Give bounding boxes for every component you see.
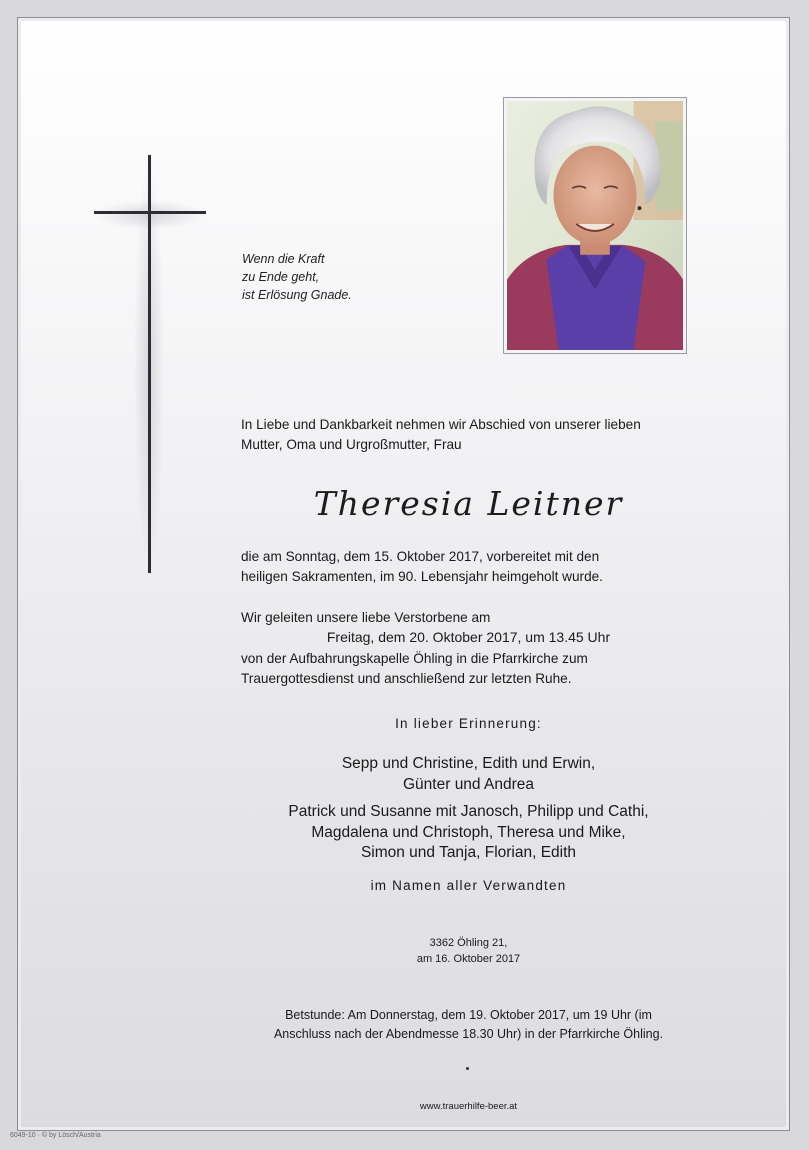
intro-line: Mutter, Oma und Urgroßmutter, Frau: [241, 436, 462, 452]
address-line: 3362 Öhling 21,: [429, 937, 508, 949]
memory-heading: In lieber Erinnerung:: [395, 716, 542, 731]
deceased-name: Theresia Leitner: [313, 484, 624, 523]
separator-dot: [466, 1067, 469, 1070]
funeral-date: Freitag, dem 20. Oktober 2017, um 13.45 Uhr: [326, 629, 611, 645]
rosary-line: Anschluss nach der Abendmesse 18.30 Uhr) in der Pfarrkirche Öhling.: [273, 1027, 664, 1041]
death-notice: [241, 547, 696, 586]
intro-line: In Liebe und Dankbarkeit nehmen wir Abschied von unserer lieben: [241, 417, 641, 432]
quote-line: ist Erlösung Gnade.: [242, 288, 352, 302]
portrait-photo: [507, 101, 683, 350]
obituary-card: [17, 17, 790, 1131]
rosary-line: Betstunde: Am Donnerstag, dem 19. Oktober 2017, um 19 Uhr (im: [285, 1008, 652, 1022]
death-line: die am Sonntag, dem 15. Oktober 2017, vorbereitet mit den: [241, 549, 600, 564]
rosary-notice: [241, 1006, 696, 1044]
funeral-line: von der Aufbahrungskapelle Öhling in die Pfarrkirche zum: [241, 651, 588, 666]
funeral-intro: Wir geleiten unsere liebe Verstorbene am: [241, 610, 491, 625]
quote: [242, 250, 352, 304]
cross-icon: [94, 155, 206, 573]
funeral-line: Trauergottesdienst und anschließend zur letzten Ruhe.: [241, 670, 572, 686]
death-line: heiligen Sakramenten, im 90. Lebensjahr heimgeholt wurde.: [241, 568, 603, 584]
place-date: [241, 935, 696, 967]
website-link[interactable]: www.trauerhilfe-beer.at: [419, 1101, 518, 1112]
print-code: 6049-10 · © by Lösch/Austria: [10, 1132, 101, 1139]
relatives-note: im Namen aller Verwandten: [370, 878, 567, 893]
family-group-children: [241, 754, 696, 795]
quote-line: Wenn die Kraft: [242, 252, 325, 266]
family-line: Simon und Tanja, Florian, Edith: [360, 844, 577, 861]
family-line: Sepp und Christine, Edith und Erwin,: [341, 755, 596, 772]
date-line: am 16. Oktober 2017: [416, 953, 521, 965]
intro-text: [241, 415, 696, 454]
family-line: Günter und Andrea: [403, 775, 534, 793]
funeral-details: [241, 649, 696, 688]
family-line: Magdalena und Christoph, Theresa und Mike,: [311, 823, 626, 841]
family-group-grandchildren: [241, 802, 696, 864]
quote-line: zu Ende geht,: [242, 270, 320, 284]
family-line: Patrick und Susanne mit Janosch, Philipp und Cathi,: [288, 803, 649, 820]
portrait-frame: [503, 97, 687, 354]
